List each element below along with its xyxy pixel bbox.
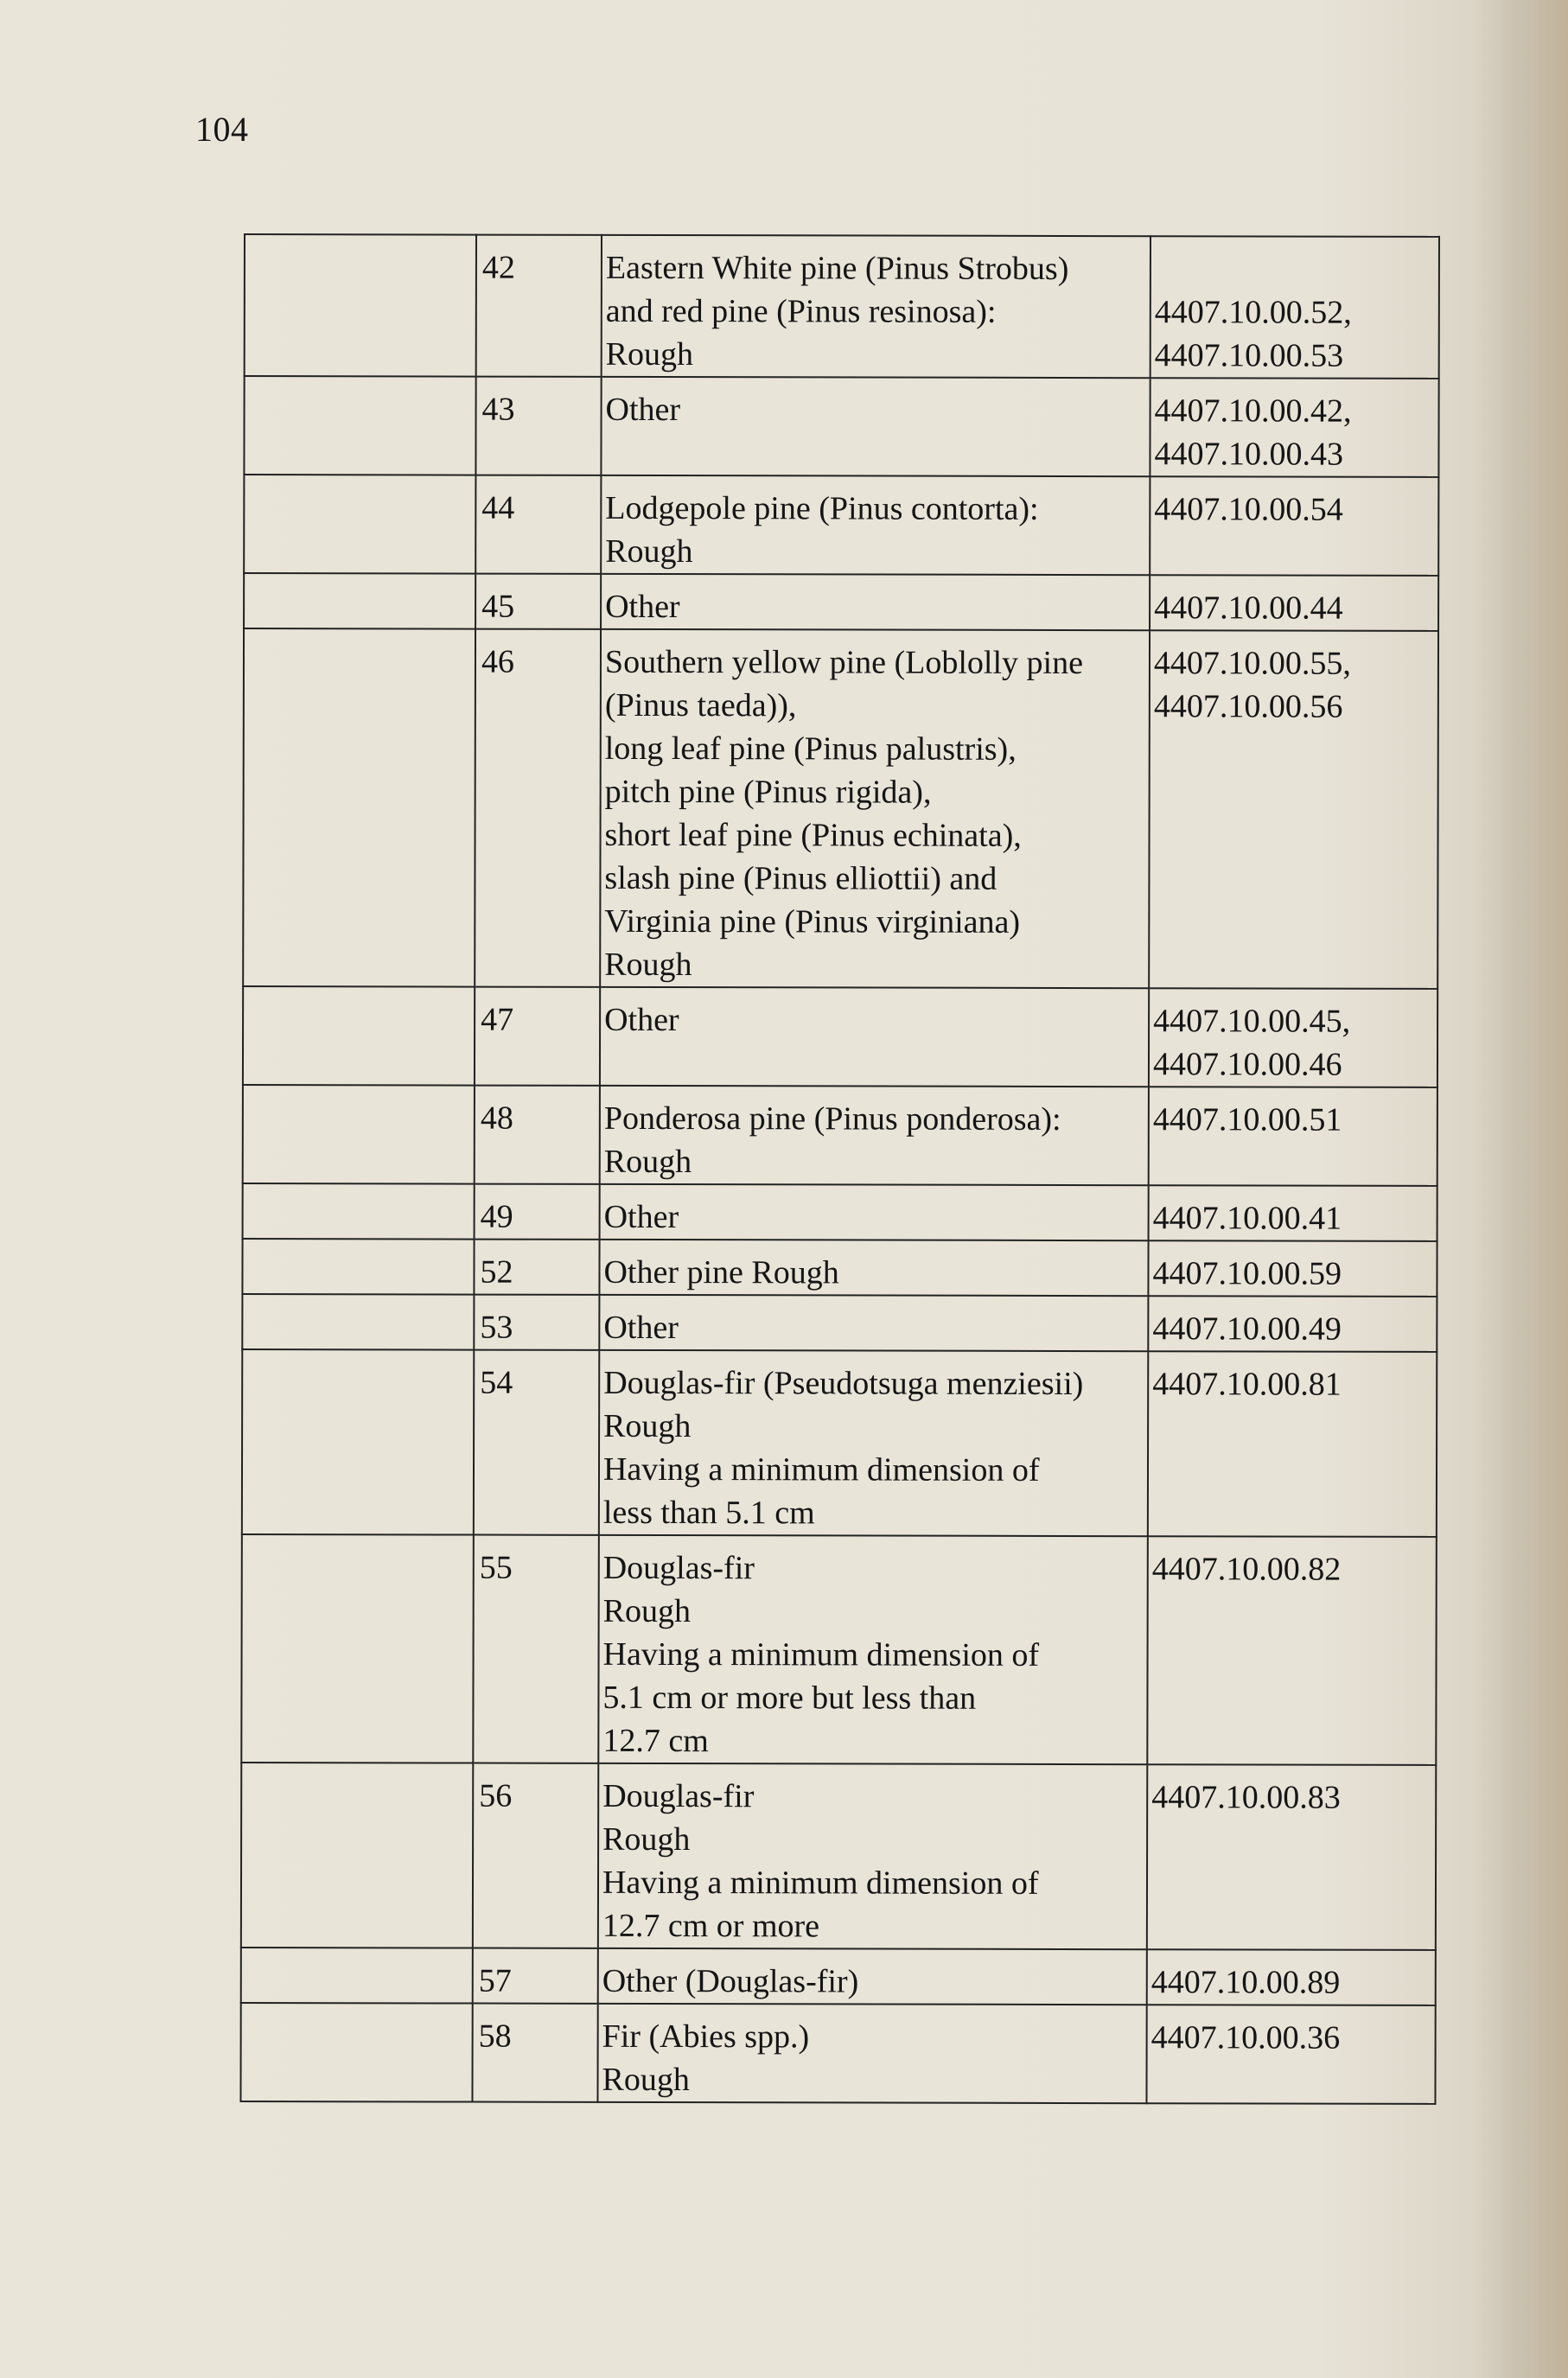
tariff-code: 4407.10.00.81: [1152, 1366, 1342, 1403]
tariff-code-cell: [1148, 1240, 1437, 1297]
description-line: Rough: [602, 2061, 690, 2099]
description-line: long leaf pine (Pinus palustris),: [604, 730, 1017, 768]
description-cell: [600, 1086, 1149, 1185]
description-line: Rough: [602, 1820, 691, 1858]
description-line: less than 5.1 cm: [602, 1494, 815, 1532]
tariff-code: 4407.10.00.51: [1152, 1101, 1342, 1138]
empty-column-cell: [244, 475, 475, 574]
description-cell: [600, 987, 1149, 1087]
description-line: Eastern White pine (Pinus Strobus): [605, 249, 1069, 287]
description-line: Fir (Abies spp.): [602, 2018, 810, 2056]
tariff-code-cell: [1150, 575, 1438, 631]
tariff-code-cell: [1149, 630, 1438, 989]
description-line: slash pine (Pinus elliottii) and: [604, 859, 998, 897]
item-number-cell: 44: [475, 475, 601, 574]
tariff-code: 4407.10.00.36: [1151, 2019, 1341, 2056]
description-line: Rough: [605, 532, 693, 571]
item-number-cell: 43: [475, 377, 601, 475]
item-number-cell: 48: [475, 1086, 600, 1184]
description-cell: [601, 377, 1150, 476]
page-number: 104: [195, 110, 249, 149]
table-row: [244, 475, 1438, 576]
table-row: [243, 1183, 1437, 1241]
table-row: [244, 376, 1438, 477]
item-number-cell: 58: [472, 2004, 597, 2102]
description-line: Rough: [605, 335, 694, 373]
description-line: Other: [605, 588, 680, 626]
binding-shadow: [1473, 0, 1568, 2378]
empty-column-cell: [240, 2003, 472, 2102]
tariff-code: 4407.10.00.49: [1152, 1310, 1342, 1348]
description-cell: [598, 1535, 1148, 1764]
tariff-table-container: [239, 233, 1438, 2105]
empty-column-cell: [244, 573, 475, 629]
description-line: Rough: [603, 1143, 692, 1181]
description-line: Virginia pine (Pinus virginiana): [604, 902, 1021, 940]
tariff-code-cell: [1147, 1536, 1437, 1765]
tariff-code-cell: [1150, 378, 1438, 477]
description-cell: [601, 574, 1150, 630]
tariff-code: 4407.10.00.89: [1151, 1964, 1341, 2001]
description-line: Douglas-fir (Pseudotsuga menziesii): [603, 1364, 1084, 1403]
description-cell: [599, 1350, 1148, 1536]
empty-column-cell: [242, 1349, 474, 1535]
tariff-code: 4407.10.00.53: [1154, 337, 1344, 374]
tariff-code-cell: [1147, 1764, 1436, 1950]
table-row: [241, 1948, 1436, 2005]
description-line: 5.1 cm or more but less than: [602, 1679, 977, 1717]
description-cell: [599, 1295, 1148, 1351]
tariff-code: 4407.10.00.45,: [1153, 1003, 1351, 1040]
description-line: Other: [604, 1001, 679, 1039]
description-line: and red pine (Pinus resinosa):: [605, 292, 997, 330]
item-number-cell: 57: [473, 1948, 598, 2004]
table-row: [241, 1763, 1436, 1950]
description-line: Rough: [604, 946, 692, 984]
description-line: Southern yellow pine (Loblolly pine: [604, 643, 1084, 682]
description-line: Lodgepole pine (Pinus contorta):: [605, 489, 1039, 527]
description-line: (Pinus taeda)),: [604, 686, 797, 724]
description-cell: [600, 1184, 1149, 1240]
description-line: short leaf pine (Pinus echinata),: [604, 816, 1022, 854]
empty-column-cell: [242, 1239, 474, 1295]
description-line: Douglas-fir: [602, 1777, 755, 1815]
empty-column-cell: [245, 234, 476, 377]
tariff-code: 4407.10.00.46: [1152, 1046, 1342, 1083]
tariff-code-cell: [1150, 476, 1438, 576]
tariff-code-cell: [1146, 2005, 1435, 2104]
description-line: Having a minimum dimension of: [602, 1864, 1039, 1902]
table-row: [243, 1085, 1437, 1186]
table-row: [242, 1294, 1437, 1352]
description-cell: [602, 235, 1151, 378]
tariff-code-cell: [1151, 236, 1439, 379]
tariff-code: 4407.10.00.59: [1152, 1255, 1342, 1292]
tariff-code: [1155, 247, 1433, 291]
table-row: [244, 573, 1438, 631]
description-line: 12.7 cm: [602, 1722, 709, 1760]
description-cell: [601, 475, 1150, 575]
empty-column-cell: [243, 1183, 475, 1240]
tariff-code-cell: [1147, 1949, 1436, 2005]
description-line: pitch pine (Pinus rigida),: [604, 773, 932, 811]
item-number-cell: 46: [475, 629, 601, 987]
empty-column-cell: [241, 1948, 473, 2004]
tariff-code-cell: [1149, 988, 1437, 1087]
description-line: Other: [603, 1309, 679, 1347]
empty-column-cell: [241, 1763, 473, 1948]
tariff-code: 4407.10.00.83: [1151, 1779, 1341, 1816]
description-cell: [598, 1948, 1147, 2005]
item-number-cell: 56: [473, 1763, 598, 1948]
table-row: [241, 1534, 1437, 1765]
tariff-code-cell: [1148, 1351, 1437, 1537]
item-number-cell: 47: [475, 987, 600, 1086]
tariff-code: 4407.10.00.43: [1154, 436, 1344, 473]
item-number-cell: 45: [475, 574, 601, 629]
item-number-cell: 53: [474, 1295, 599, 1350]
tariff-code-cell: [1149, 1185, 1437, 1241]
description-line: 12.7 cm or more: [602, 1907, 820, 1945]
item-number-cell: 49: [475, 1184, 600, 1240]
empty-column-cell: [244, 376, 475, 475]
item-number-cell: 54: [474, 1350, 599, 1535]
table-row: [242, 1239, 1437, 1297]
tariff-code-cell: [1149, 1087, 1437, 1186]
table-row: [243, 628, 1438, 989]
empty-column-cell: [243, 1085, 475, 1184]
tariff-code: 4407.10.00.55,: [1153, 645, 1352, 682]
empty-column-cell: [241, 1534, 474, 1763]
table-row: [243, 986, 1437, 1087]
tariff-code: 4407.10.00.52,: [1154, 294, 1352, 331]
item-number-cell: 55: [473, 1535, 599, 1763]
table-row: [240, 2003, 1435, 2104]
item-number-cell: 52: [474, 1240, 599, 1295]
description-line: Having a minimum dimension of: [602, 1635, 1040, 1674]
empty-column-cell: [242, 1294, 474, 1350]
description-line: Other: [605, 391, 681, 429]
description-line: Other pine Rough: [603, 1253, 839, 1291]
empty-column-cell: [243, 986, 475, 1086]
tariff-code: 4407.10.00.56: [1153, 688, 1343, 725]
empty-column-cell: [243, 628, 475, 987]
tariff-table: [239, 233, 1440, 2105]
description-line: Rough: [602, 1592, 692, 1630]
description-cell: [597, 2004, 1146, 2103]
table-body: [240, 234, 1439, 2104]
tariff-code: 4407.10.00.44: [1154, 590, 1343, 627]
table-row: [242, 1349, 1437, 1537]
description-line: Douglas-fir: [602, 1549, 755, 1587]
description-line: Other (Douglas-fir): [602, 1962, 859, 2000]
tariff-code: 4407.10.00.54: [1154, 491, 1343, 528]
tariff-code: 4407.10.00.82: [1151, 1551, 1342, 1588]
table-row: [245, 234, 1439, 379]
description-cell: [598, 1763, 1147, 1949]
tariff-code: 4407.10.00.42,: [1154, 392, 1352, 430]
description-line: Ponderosa pine (Pinus ponderosa):: [603, 1100, 1061, 1138]
description-line: Rough: [603, 1407, 692, 1445]
tariff-code: 4407.10.00.41: [1152, 1200, 1342, 1237]
tariff-code-cell: [1148, 1296, 1437, 1352]
description-cell: [600, 629, 1150, 988]
description-line: Other: [603, 1198, 679, 1236]
description-cell: [599, 1240, 1148, 1296]
description-line: Having a minimum dimension of: [602, 1450, 1040, 1489]
item-number-cell: 42: [476, 235, 602, 377]
